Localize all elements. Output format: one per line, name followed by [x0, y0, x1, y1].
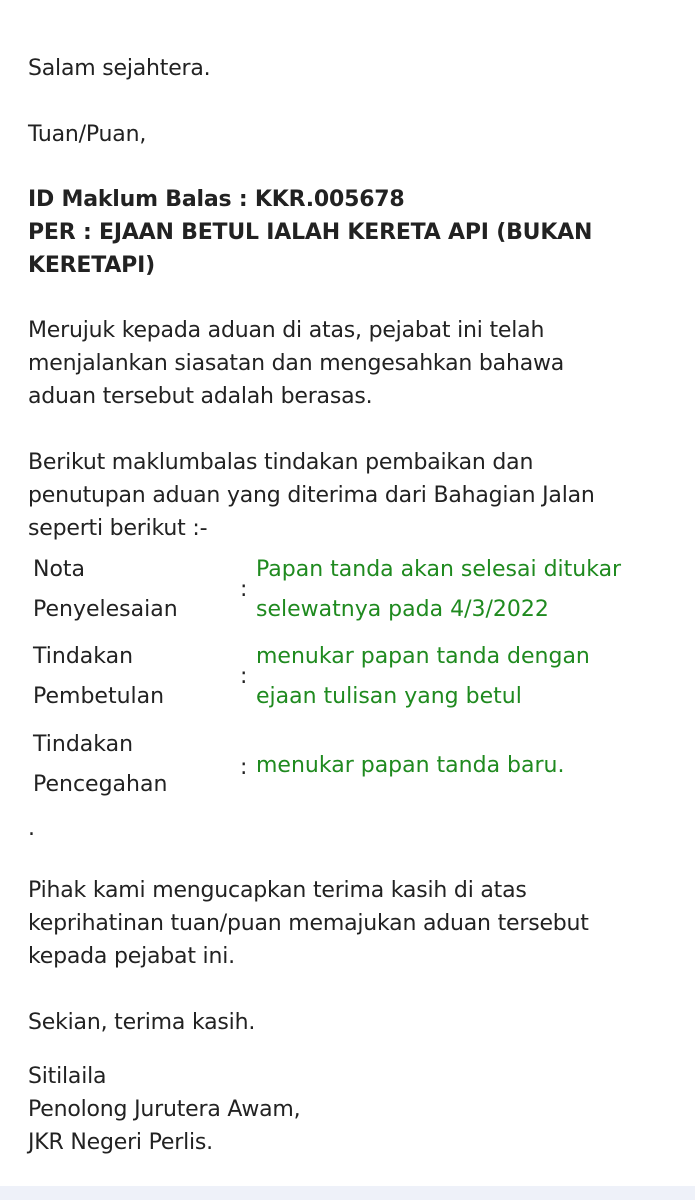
paragraph1-line-2: menjalankan siasatan dan mengesahkan bahawa — [28, 351, 565, 376]
table-row-2-value-line-2: ejaan tulisan yang betul — [256, 684, 522, 709]
table-row-3-value-line-1: menukar papan tanda baru. — [256, 753, 565, 778]
subject-per-line-2: KERETAPI) — [28, 253, 155, 278]
table-row-2-label-line-2: Pembetulan — [33, 684, 165, 709]
table-row-1-label-line-1: Nota — [33, 557, 86, 582]
table-row-3-colon: : — [240, 755, 248, 780]
paragraph2-line-2: penutupan aduan yang diterima dari Bahagian Jalan — [28, 483, 595, 508]
paragraph3-line-3: kepada pejabat ini. — [28, 944, 235, 969]
subject-per-line-1: PER : EJAAN BETUL IALAH KERETA API (BUKAN — [28, 220, 593, 245]
subject-id: ID Maklum Balas : KKR.005678 — [28, 187, 405, 212]
table-row-1-colon: : — [240, 577, 248, 602]
table-row-1-value-line-1: Papan tanda akan selesai ditukar — [256, 557, 622, 582]
paragraph3-line-2: keprihatinan tuan/puan memajukan aduan tersebut — [28, 911, 589, 936]
table-row-3-label-line-1: Tindakan — [33, 732, 134, 757]
signature-department: JKR Negeri Perlis. — [28, 1130, 213, 1155]
table-row-2-colon: : — [240, 664, 248, 689]
closing: Sekian, terima kasih. — [28, 1010, 256, 1035]
paragraph1-line-1: Merujuk kepada aduan di atas, pejabat ini telah — [28, 318, 545, 343]
table-row-3-label-line-2: Pencegahan — [33, 772, 168, 797]
table-row-1-label-line-2: Penyelesaian — [33, 597, 178, 622]
paragraph1-line-3: aduan tersebut adalah berasas. — [28, 384, 373, 409]
greeting: Salam sejahtera. — [28, 56, 211, 81]
paragraph2-line-1: Berikut maklumbalas tindakan pembaikan dan — [28, 450, 534, 475]
paragraph3-line-1: Pihak kami mengucapkan terima kasih di atas — [28, 878, 527, 903]
paragraph2-line-3: seperti berikut :- — [28, 516, 208, 541]
table-row-2-value-line-1: menukar papan tanda dengan — [256, 644, 590, 669]
signature-name: Sitilaila — [28, 1064, 107, 1089]
bottom-bar — [0, 1186, 695, 1200]
separator-dot: . — [28, 816, 35, 841]
table-row-2-label-line-1: Tindakan — [33, 644, 134, 669]
signature-title: Penolong Jurutera Awam, — [28, 1097, 301, 1122]
table-row-1-value-line-2: selewatnya pada 4/3/2022 — [256, 597, 549, 622]
salutation: Tuan/Puan, — [28, 122, 147, 147]
